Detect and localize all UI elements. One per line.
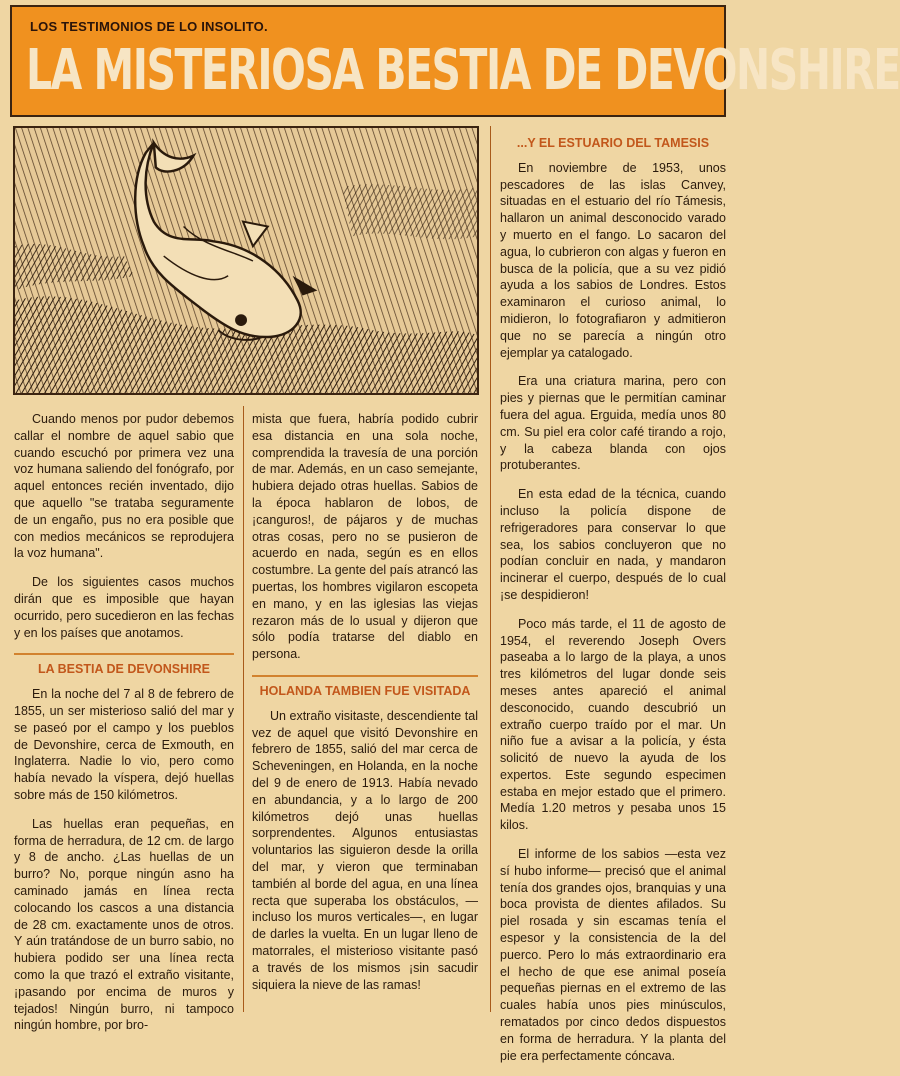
paragraph: Cuando menos por pudor debemos callar el nombre de aquel sabio que cuando escuchó por primera vez una voz humana saliendo del fonógrafo, por aquel entonces recién inventado, dijo que aquello "se trataba seguramente de un engaño, pus no era posible que con medios mecánicos se reprodujera la voz humana". bbox=[14, 412, 234, 561]
paragraph: mista que fuera, habría podido cubrir esa distancia en una sola noche, comprendida la travesía de una porción de mar. Además, en un caso semejante, hubiera dejado otras huellas. Sabios de la época hablaron de lobos, de ¡canguros!, de pájaros y de muchas otras cosas, pero no se pusieron de acuerdo en nada, según es en ellos costumbre. La gente del país atrancó las puertas, los hombres vigilaron escopeta en mano, y en las iglesias las viejas rezaron más de lo usual y dijeron que sólo podía tratarse del diablo en persona. bbox=[252, 412, 478, 662]
header-banner bbox=[10, 5, 900, 117]
sea-creature-illustration bbox=[13, 126, 479, 395]
article-column-1 bbox=[14, 411, 234, 1046]
column-divider bbox=[490, 126, 491, 1012]
article-column-3 bbox=[500, 135, 726, 1076]
column-divider bbox=[243, 406, 244, 1012]
sea-creature-engraving-icon bbox=[15, 128, 477, 393]
paragraph: En esta edad de la técnica, cuando incluso la policía dispone de refrigeradores para conservar lo que sea, los sabios concluyeron que no podían concluir en nada, y mandaron incinerar el cuerpo, después de lo cual ¡se despidieron! bbox=[500, 487, 726, 602]
paragraph: El informe de los sabios —esta vez sí hubo informe— precisó que el animal tenía dos grandes ojos, branquias y una boca provista de dientes afilados. Su piel rosada y sin escamas tenía el espesor y la consistencia de la del puerco. Pero lo más extraordinario era el hecho de que ese animal poseía pequeñas piernas en el extremo de las cuales había unos pies minúsculos, rematados por cinco dedos dispuestos en forma de herradura. Y la planta del pie era perfectamente cóncava. bbox=[500, 847, 726, 1063]
series-kicker: LOS TESTIMONIOS DE LO INSOLITO. bbox=[30, 19, 268, 34]
paragraph: En la noche del 7 al 8 de febrero de 1855, un ser misterioso salió del mar y se paseó por el campo y los pueblos de Devonshire, cerca de Exmouth, en Inglaterra. Nadie lo vio, pero como había nevado la víspera, dejó huellas sobre más de 150 kilómetros. bbox=[14, 687, 234, 802]
section-heading: LA BESTIA DE DEVONSHIRE bbox=[14, 653, 234, 678]
section-heading: ...Y EL ESTUARIO DEL TAMESIS bbox=[516, 136, 710, 150]
section-heading: HOLANDA TAMBIEN FUE VISITADA bbox=[252, 675, 478, 700]
paragraph: Era una criatura marina, pero con pies y piernas que le permitían caminar fuera del agua. Erguida, medía unos 80 cm. Su piel era color café tirando a rojo, y la cabeza blanda con ojos protuberantes. bbox=[500, 374, 726, 473]
article-column-2 bbox=[252, 411, 478, 1005]
paragraph: Poco más tarde, el 11 de agosto de 1954, el reverendo Joseph Overs paseaba a lo largo de la playa, a unos tres kilómetros del lugar donde seis meses antes apareció el animal desconocido, cuando descubrió un extraño cuerpo traído por el mar. Un niño fue a avisar a la policía, y ésta solicitó de nuevo la ayuda de los expertos. Este segundo especimen estaba en mejor estado que el primero. Medía 1.20 metros y pesaba unos 15 kilos. bbox=[500, 616, 726, 833]
paragraph: En noviembre de 1953, unos pescadores de las islas Canvey, situadas en el estuario del río Támesis, hallaron un animal desconocido varado y muerto en el fango. Lo sacaron del agua, lo cubrieron con algas y fueron en busca de la policía, que a su vez pidió ayuda a los sabios de Londres. Estos examinaron el curioso animal, lo midieron, lo fotografiaron y admitieron que no se parecía a ningún otro ejemplar ya catalogado. bbox=[500, 160, 726, 360]
paragraph: Un extraño visitaste, descendiente tal vez de aquel que visitó Devonshire en febrero de 1855, salió del mar cerca de Scheveningen, en Holanda, en la noche del 9 de enero de 1913. Había nevado en abundancia, y a lo largo de 200 kilómetros dejó unas huellas sorprendentes. Algunos entusiastas voluntarios las siguieron desde la orilla del mar, y vieron que terminaban también al borde del agua, en una línea recta que superaba los obstáculos, —incluso los muros verticales—, en lugar de darles la vuelta. En un lugar lleno de matorrales, el misterioso visitante pasó a través de los mismos ¡sin sacudir siquiera la nieve de las ramas! bbox=[252, 708, 478, 992]
article-title: LA MISTERIOSA BESTIA DE DEVONSHIRE bbox=[26, 38, 900, 103]
paragraph: Las huellas eran pequeñas, en forma de herradura, de 12 cm. de largo y 8 de ancho. ¿Las huellas de un burro? No, porque ningún asno ha caminado jamás en línea recta colocando los cascos a una distancia de 28 cm. exactamente unos de otros. Y aún tratándose de un burro sabio, no hubiera podido ser una línea recta como la que trazó el extraño visitante,¡pasando por encima de muros y tejados! Ningún burro, ni tampoco ningún hombre, por bro- bbox=[14, 816, 234, 1033]
paragraph: De los siguientes casos muchos dirán que es imposible que hayan ocurrido, pero sucedieron en las fechas y en los países que anotamos. bbox=[14, 575, 234, 640]
